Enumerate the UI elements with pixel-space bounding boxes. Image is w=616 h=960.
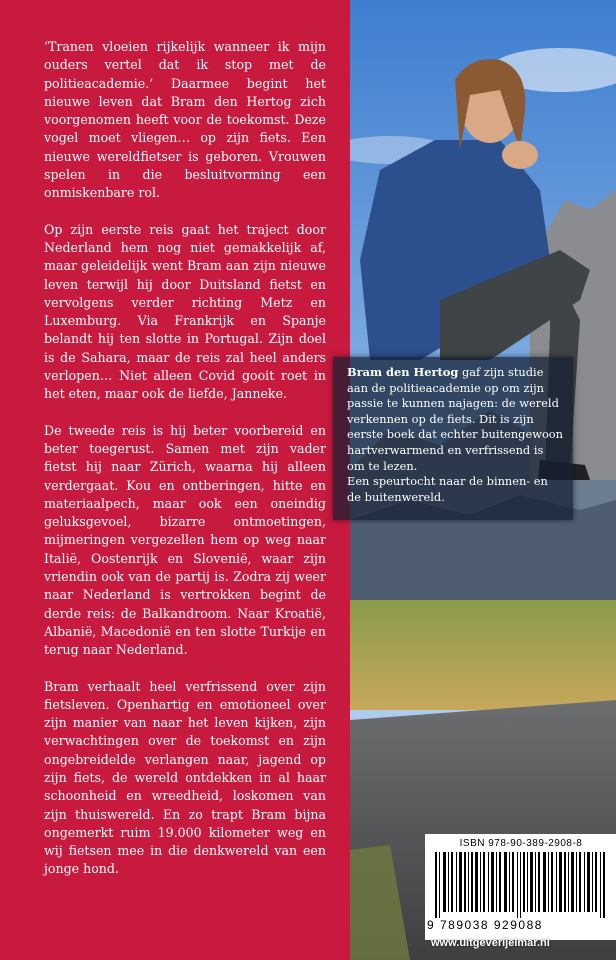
blurb-paragraph-1: ‘Tranen vloeien rijkelijk wanneer ik mijn ouders vertel dat ik stop met de politieacademie.’ Daarmee begint het nieuwe leven dat Bram den Hertog zich voorgenomen heeft voor de toekomst. Deze vogel moet vliegen… op zijn fiets. Een nieuwe wereldfietser is geboren. Vrouwen spelen in die besluitvorming een onmiskenbare rol.: [44, 39, 326, 201]
author-name: Bram den Hertog: [347, 365, 459, 379]
blurb-paragraph-4: Bram verhaalt heel verfrissend over zijn fietsleven. Openhartig en emotioneel over zijn manier van naar het leven kijken, zijn verwachtingen over de toekomst en zijn ongebreidelde verlangen naar, jagend op zijn fiets, de wereld ontdekken in al haar schoonheid en wreedheid, loskomen van zijn thuiswereld. En zo trapt Bram bijna ongemerkt ruim 19.000 kilometer weg en wij fietsen mee in die denkwereld van een jonge hond.: [44, 678, 326, 877]
barcode-icon: [435, 852, 607, 918]
isbn-label: ISBN 978-90-389-2908-8: [459, 838, 583, 849]
blurb-paragraph-3: De tweede reis is hij beter voorbereid en beter toegerust. Samen met zijn vader fietst hij naar Zürich, waarna hij alleen verdergaat. Kou en ontberingen, hitte en materiaalpech, maar ook een oneindig geluksgevoel, bizarre ontmoetingen, mijmeringen vergezellen hem op weg naar Italië, Oostenrijk en Slovenië, waar zijn vriendin ook van de partij is. Zodra zij weer naar Nederland is vertrokken begint de derde reis: de Balkandroom. Naar Kroatië, Albanië, Macedonië en ten slotte Turkije en terug naar Nederland.: [44, 422, 326, 658]
author-bio-text: gaf zijn studie aan de politieacademie op om zijn passie te kunnen najagen: de wereld verkennen op de fiets. Dit is zijn eerste boek dat echter buitengewoon hartverwarmend en verfrissend is om te lezen.: [347, 365, 564, 473]
barcode-area: [425, 834, 616, 940]
blurb-paragraph-2: Op zijn eerste reis gaat het traject door Nederland hem nog niet gemakkelijk af, maar geleidelijk went Bram aan zijn nieuwe leven terwijl hij door Duitsland fietst en vervolgens verder richting Metz en Luxemburg. Via Frankrijk en Spanje belandt hij ten slotte in Portugal. Zijn doel is de Sahara, maar de reis zal heel anders verlopen… Niet alleen Covid gooit roet in het eten, maar ook de liefde, Janneke.: [44, 221, 326, 402]
publisher-website[interactable]: www.uitgeverijelmar.nl: [431, 937, 550, 949]
blurb: [44, 38, 326, 897]
author-bio-box: [333, 357, 573, 520]
ean-digits: 9 789038 929088: [427, 918, 543, 932]
author-bio-tagline: Een speurtocht naar de binnen- en de buitenwereld.: [347, 474, 548, 504]
